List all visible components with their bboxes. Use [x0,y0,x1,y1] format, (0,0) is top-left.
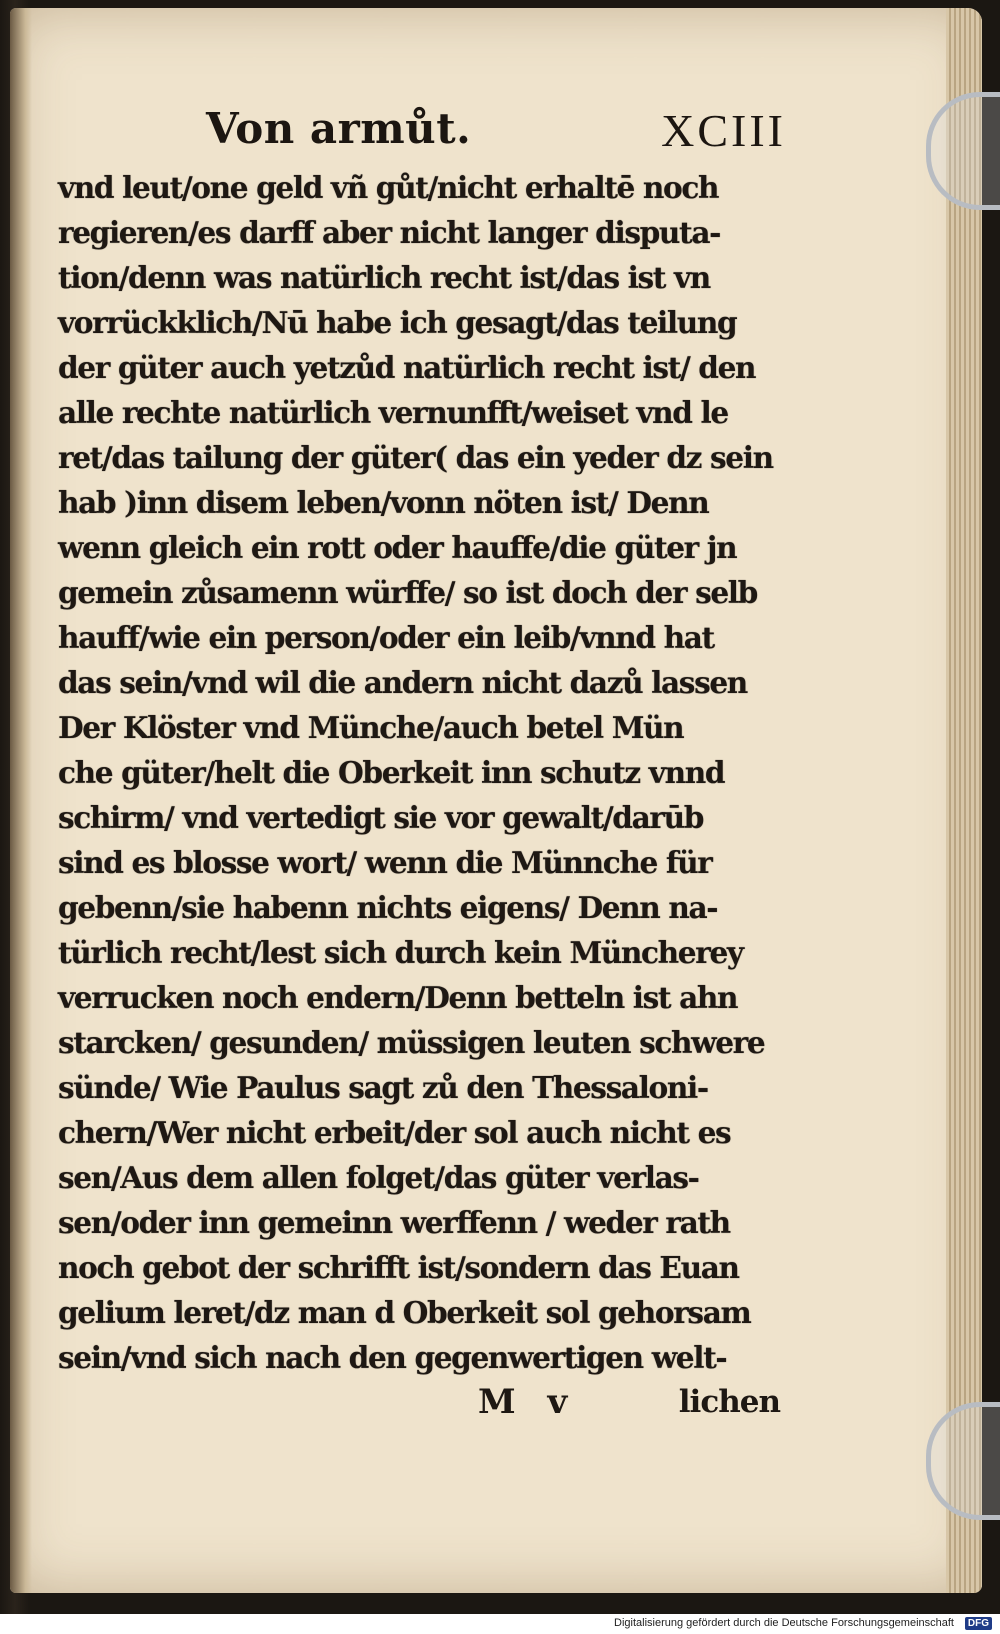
text-line: sind es blosse wort/ wenn die Münnche für [58,846,712,881]
catchword: lichen [678,1384,780,1420]
dfg-logo: DFG [965,1617,992,1630]
page-header [206,104,786,164]
text-line: che güter/helt die Oberkeit inn schutz vnnd [58,756,725,791]
page-bottom-marks [478,1382,788,1434]
text-line: das sein/vnd wil die andern nicht dazů lassen [58,666,747,701]
text-line: verrucken noch endern/Denn betteln ist ahn [58,981,738,1016]
folio-number: XCIII [661,105,786,156]
text-line: türlich recht/lest sich durch kein Müncherey [58,936,743,971]
body-text [58,166,788,1381]
text-line: noch gebot der schrifft ist/sondern das Euan [58,1251,739,1286]
text-line: schirm/ vnd vertedigt sie vor gewalt/darūb [58,801,703,836]
text-line: alle rechte natürlich vernunfft/weiset vnd le [58,396,728,431]
text-line: der güter auch yetzůd natürlich recht ist/ den [58,351,756,386]
text-line: starcken/ gesunden/ müssigen leuten schwere [58,1026,765,1061]
text-line: gelium leret/dz man d Oberkeit sol gehorsam [58,1296,751,1331]
text-line: gebenn/sie habenn nichts eigens/ Denn na- [58,891,718,926]
running-title: Von armůt. [206,104,472,153]
text-line: sünde/ Wie Paulus sagt zů den Thessaloni- [58,1071,708,1106]
text-line: vorrückklich/Nū habe ich gesagt/das teilung [58,306,737,341]
text-line: chern/Wer nicht erbeit/der sol auch nicht es [58,1116,731,1151]
text-line: vnd leut/one geld vñ gůt/nicht erhaltē noch [58,171,719,206]
text-line: ret/das tailung der güter( das ein yeder dz sein [58,441,773,476]
text-line: gemein zůsamenn würffe/ so ist doch der selb [58,576,757,611]
text-line: hab )inn disem leben/vonn nöten ist/ Denn [58,486,709,521]
text-line: sen/oder inn gemeinn werffenn / weder rath [58,1206,730,1241]
text-line: sein/vnd sich nach den gegenwertigen welt- [58,1341,727,1376]
text-line: regieren/es darff aber nicht langer disputa- [58,216,721,251]
page-gutter [10,8,32,1593]
text-line: hauff/wie ein person/oder ein leib/vnnd hat [58,621,714,656]
funding-note: Digitalisierung gefördert durch die Deutsche Forschungsgemeinschaft [614,1617,954,1629]
page-fore-edge [946,8,982,1593]
signature-mark: M v [478,1382,578,1422]
text-line: Der Klöster vnd Münche/auch betel Mün [58,711,684,746]
text-line: wenn gleich ein rott oder hauffe/die güter jn [58,531,737,566]
text-line: sen/Aus dem allen folget/das güter verlas- [58,1161,699,1196]
text-line: tion/denn was natürlich recht ist/das ist vn [58,261,710,296]
footer-bar [0,1614,1000,1634]
